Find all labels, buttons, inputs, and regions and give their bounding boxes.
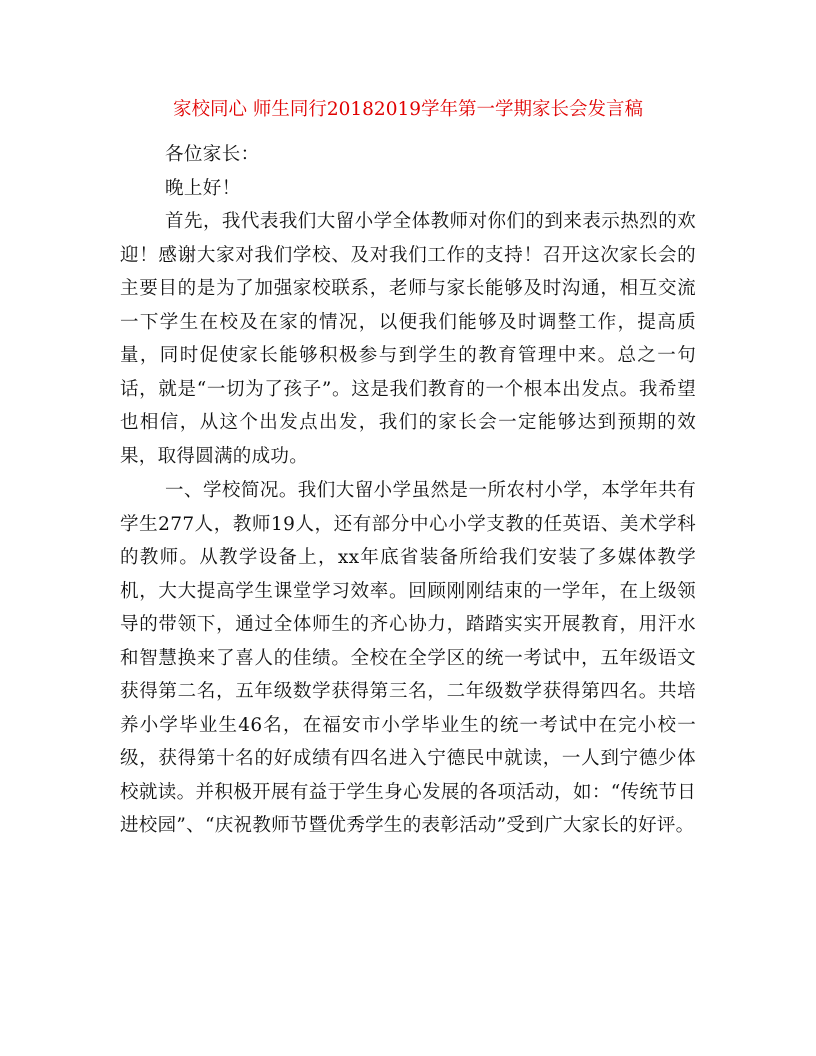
- document-body: [120, 138, 696, 843]
- paragraph-school-overview: 一、学校简况。我们大留小学虽然是一所农村小学，本学年共有学生277人，教师19人，还有部分中心小学支教的任英语、美术学科的教师。从教学设备上，xx年底省装备所给我们安装了多媒体教学机，大大提高学生课堂学习效率。回顾刚刚结束的一学年，在上级领导的带领下，通过全体师生的齐心协力，踏踏实实开展教育，用汗水和智慧换来了喜人的佳绩。全校在全学区的统一考试中，五年级语文获得第二名，五年级数学获得第三名，二年级数学获得第四名。共培养小学毕业生46名，在福安市小学毕业生的统一考试中在完小校一级，获得第十名的好成绩有四名进入宁德民中就读，一人到宁德少体校就读。并积极开展有益于学生身心发展的各项活动，如：“传统节日进校园”、“庆祝教师节暨优秀学生的表彰活动”受到广大家长的好评。: [120, 480, 696, 836]
- paragraph-opening: 首先，我代表我们大留小学全体教师对你们的到来表示热烈的欢迎！感谢大家对我们学校、及对我们工作的支持！召开这次家长会的主要目的是为了加强家校联系，老师与家长能够及时沟通，相互交流一下学生在校及在家的情况，以便我们能够及时调整工作，提高质量，同时促使家长能够积极参与到学生的教育管理中来。总之一句话，就是“一切为了孩子”。这是我们教育的一个根本出发点。我希望也相信，从这个出发点出发，我们的家长会一定能够达到预期的效果，取得圆满的成功。: [120, 211, 696, 467]
- greeting: 晚上好！: [165, 177, 241, 199]
- document-title: 家校同心 师生同行20182019学年第一学期家长会发言稿: [172, 99, 644, 120]
- salutation: 各位家长：: [165, 144, 260, 165]
